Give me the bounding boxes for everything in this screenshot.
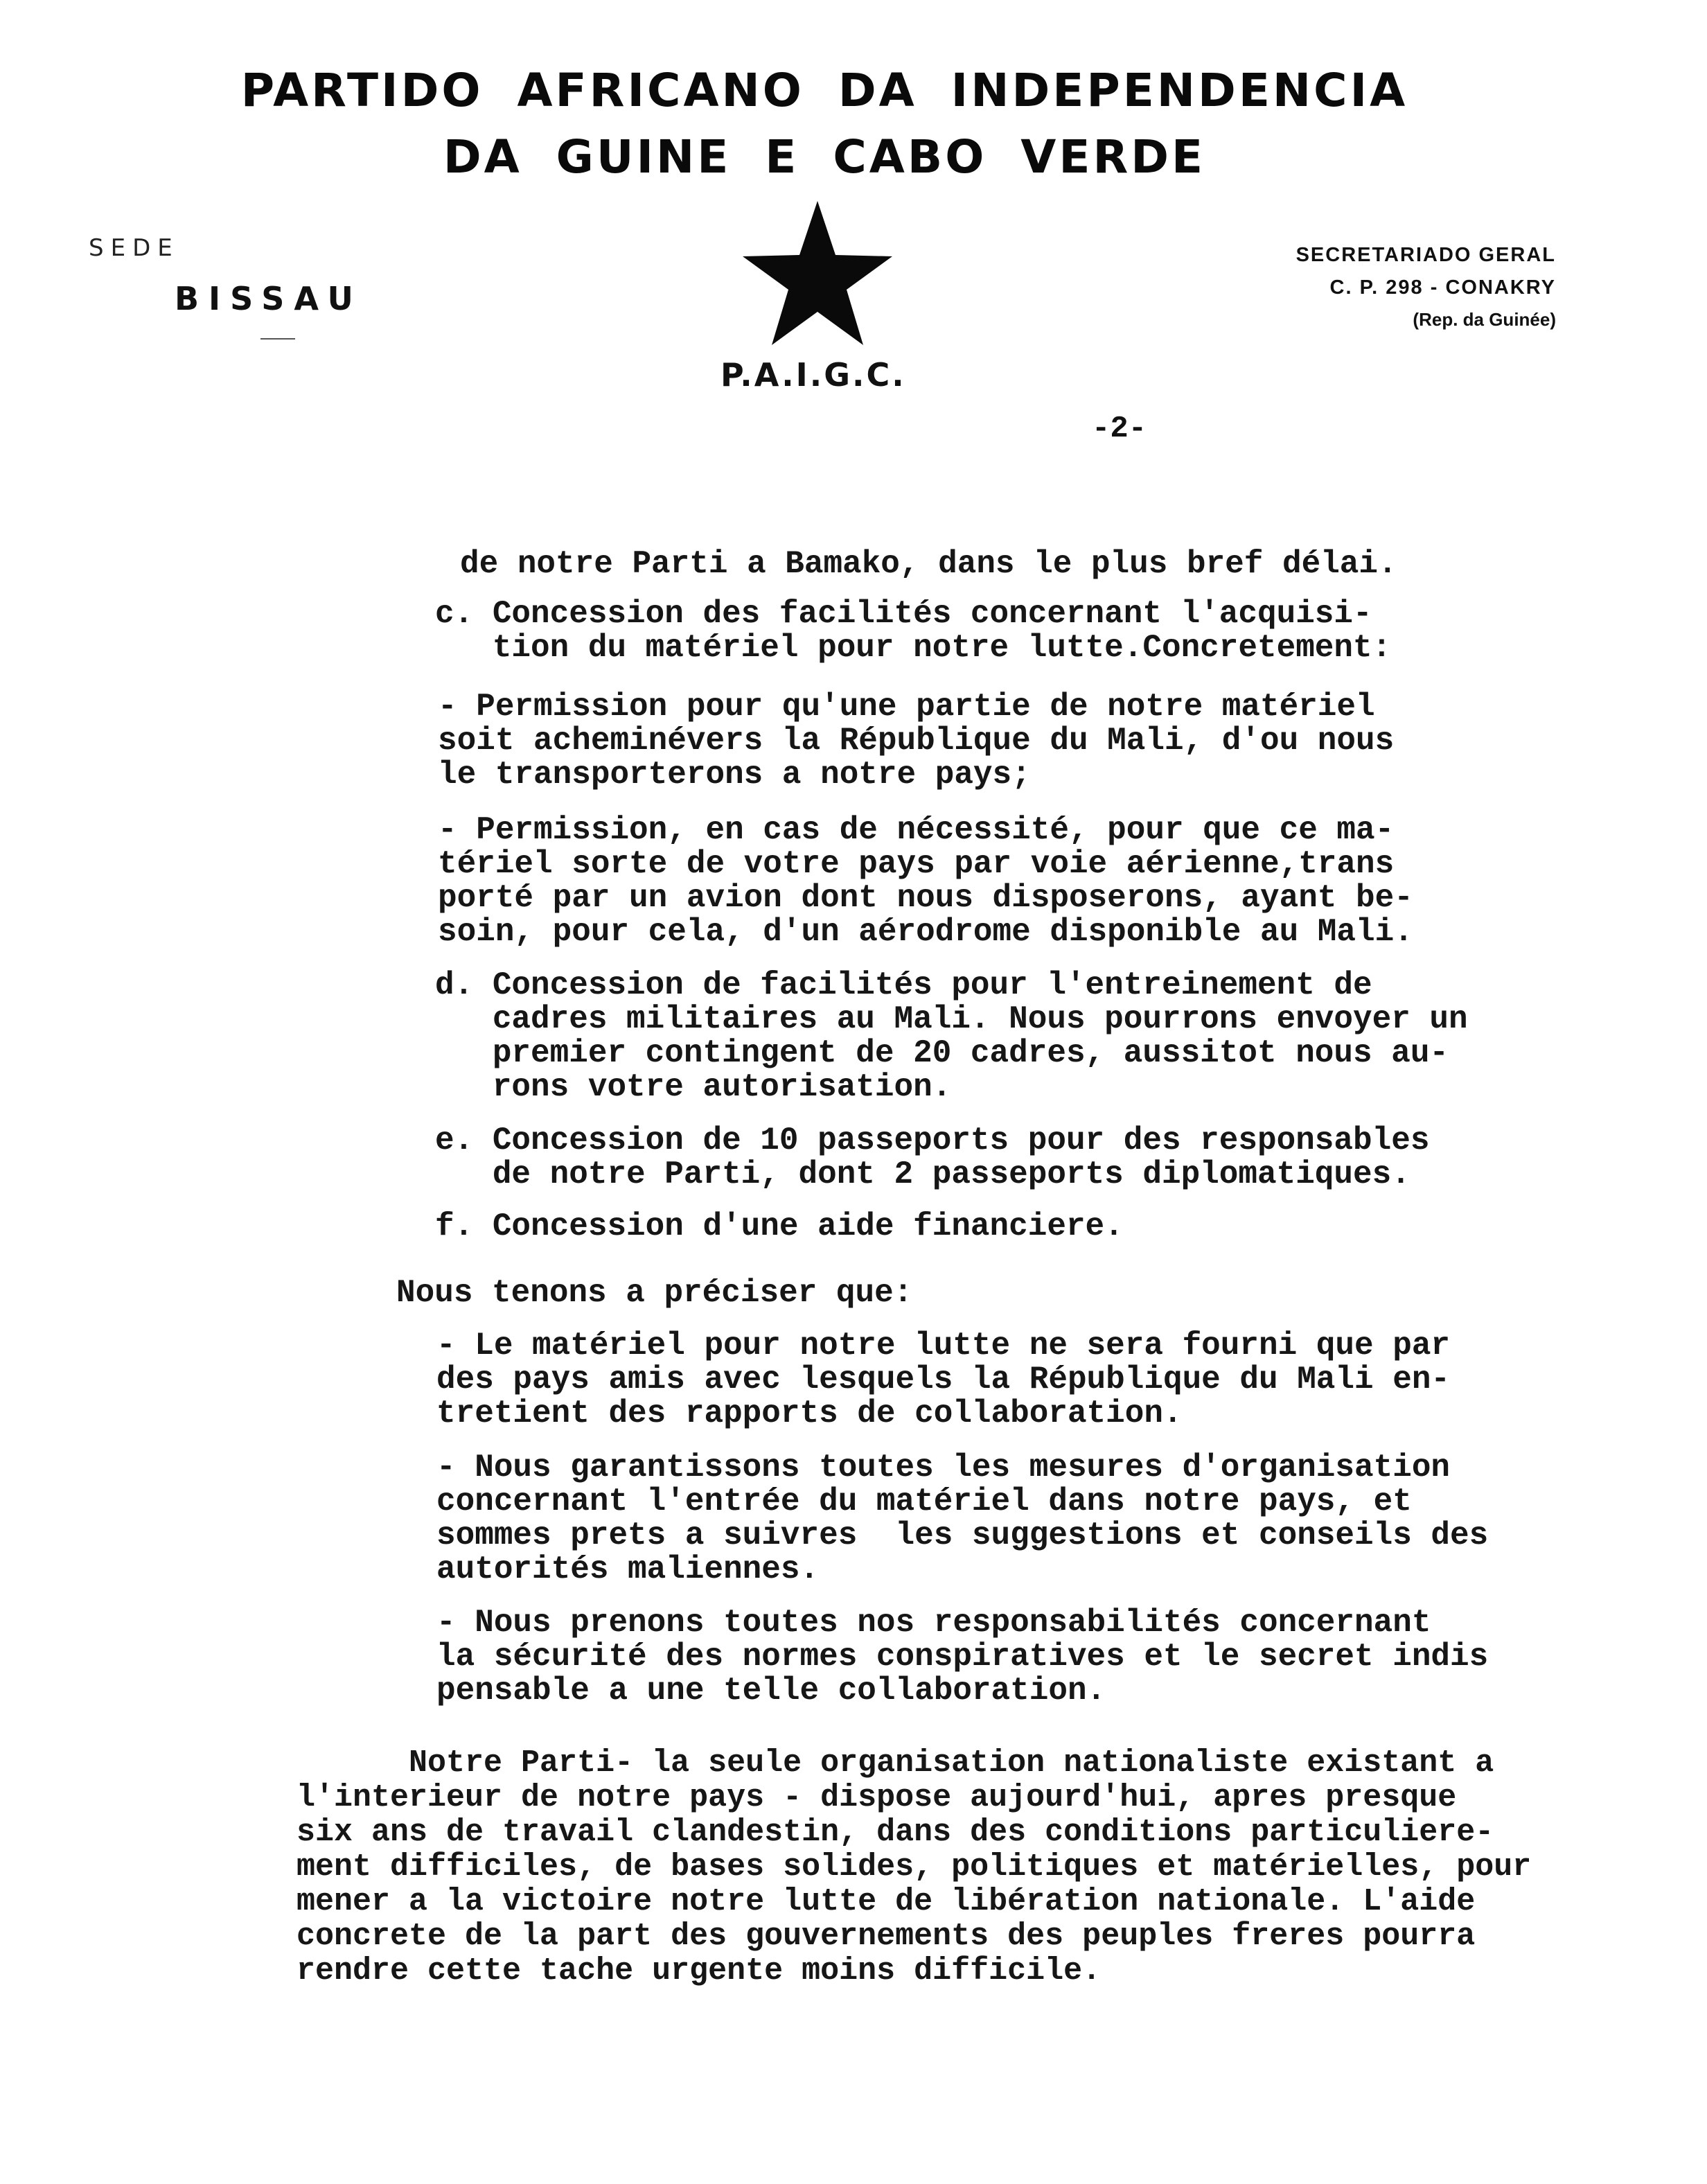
- sede-city: BISSAU: [175, 280, 363, 317]
- item-f: f. Concession d'une aide financiere.: [435, 1208, 1124, 1244]
- item-c-sub-point-2: - Permission, en cas de nécessité, pour que ce ma- tériel sorte de votre pays par voie aérienne,trans porté par un avion dont nous disposerons, ayant be- soin, pour cela, d'un aérodrome disponible au Mali.: [438, 812, 1413, 950]
- secretariat-title: SECRETARIADO GERAL: [1295, 244, 1556, 266]
- precision-intro: Nous tenons a préciser que:: [396, 1275, 913, 1311]
- continuation-line: de notre Parti a Bamako, dans le plus bref délai.: [460, 546, 1397, 582]
- party-name-line1: PARTIDO AFRICANO DA INDEPENDENCIA: [240, 64, 1408, 117]
- precision-point-3: - Nous prenons toutes nos responsabilités concernant la sécurité des normes conspiratives et le secret indis pensable a une telle collaboration.: [436, 1605, 1489, 1709]
- party-name-line2: DA GUINE E CABO VERDE: [443, 130, 1206, 184]
- sede-label: SEDE: [89, 234, 179, 262]
- precision-point-2: - Nous garantissons toutes les mesures d'organisation concernant l'entrée du matériel dans notre pays, et sommes prets a suivres les suggestions et conseils des autorités maliennes.: [436, 1450, 1489, 1587]
- item-c: c. Concession des facilités concernant l'acquisi- tion du matériel pour notre lutte.Concretement:: [435, 596, 1392, 666]
- item-e: e. Concession de 10 passeports pour des responsables de notre Parti, dont 2 passeports diplomatiques.: [435, 1122, 1430, 1192]
- precision-point-1: - Le matériel pour notre lutte ne sera fourni que par des pays amis avec lesquels la République du Mali en- tretient des rapports de collaboration.: [436, 1328, 1451, 1432]
- item-d: d. Concession de facilités pour l'entreinement de cadres militaires au Mali. Nous pourrons envoyer un premier contingent de 20 cadres, aussitot nous au- rons votre autorisation.: [435, 967, 1468, 1105]
- closing-paragraph: Notre Parti- la seule organisation nationaliste existant a l'interieur de notre pays - dispose aujourd'hui, apres presque six ans de travail clandestin, dans des conditions particuliere- ment difficiles, de bases solides, politiques et matérielles, pour mener a la victoire notre lutte de libération nationale. L'aide concrete de la part des gouvernements des peuples freres pourra rendre cette tache urgente moins difficile.: [297, 1745, 1532, 1989]
- star-icon: [741, 201, 894, 346]
- party-acronym: P.A.I.G.C.: [720, 356, 906, 394]
- secretariat-country: (Rep. da Guinée): [1413, 309, 1556, 330]
- page-number: -2-: [1092, 412, 1147, 446]
- secretariat-postbox: C. P. 298 - CONAKRY: [1329, 276, 1556, 299]
- item-c-sub-point-1: - Permission pour qu'une partie de notre matériel soit acheminévers la République du Mali, d'ou nous le transporterons a notre pays;: [438, 689, 1395, 793]
- secretariat-address: [1296, 244, 1556, 331]
- sede-underline: [260, 338, 295, 340]
